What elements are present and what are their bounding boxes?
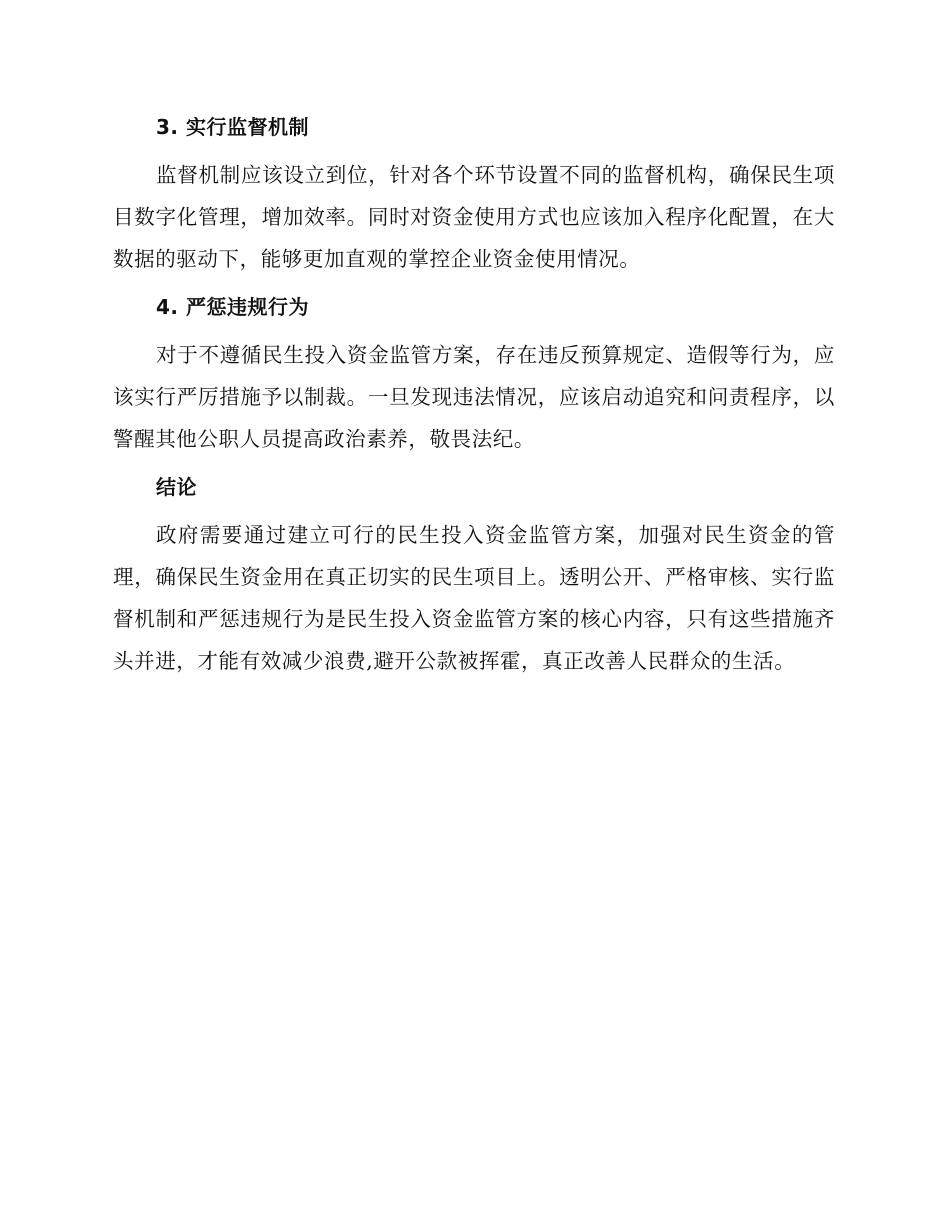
section-heading-supervision: 3. 实行监督机制	[156, 115, 309, 139]
document-body	[113, 112, 835, 694]
section-heading-punishment: 4. 严惩违规行为	[156, 295, 309, 319]
section-paragraph-conclusion: 政府需要通过建立可行的民生投入资金监管方案，加强对民生资金的管理，确保民生资金用在真正切实的民生项目上。透明公开、严格审核、实行监督机制和严惩违规行为是民生投入资金监管方案的核心内容，只有这些措施齐头并进，才能有效减少浪费,避开公款被挥霍，真正改善人民群众的生活。	[113, 523, 835, 673]
section-paragraph-punishment: 对于不遵循民生投入资金监管方案，存在违反预算规定、造假等行为，应该实行严厉措施予以制裁。一旦发现违法情况，应该启动追究和问责程序，以警醒其他公职人员提高政治素养，敬畏法纪。	[113, 343, 835, 451]
section-heading-conclusion: 结论	[156, 475, 197, 499]
section-paragraph-supervision: 监督机制应该设立到位，针对各个环节设置不同的监督机构，确保民生项目数字化管理，增加效率。同时对资金使用方式也应该加入程序化配置，在大数据的驱动下，能够更加直观的掌控企业资金使用情况。	[113, 163, 835, 271]
